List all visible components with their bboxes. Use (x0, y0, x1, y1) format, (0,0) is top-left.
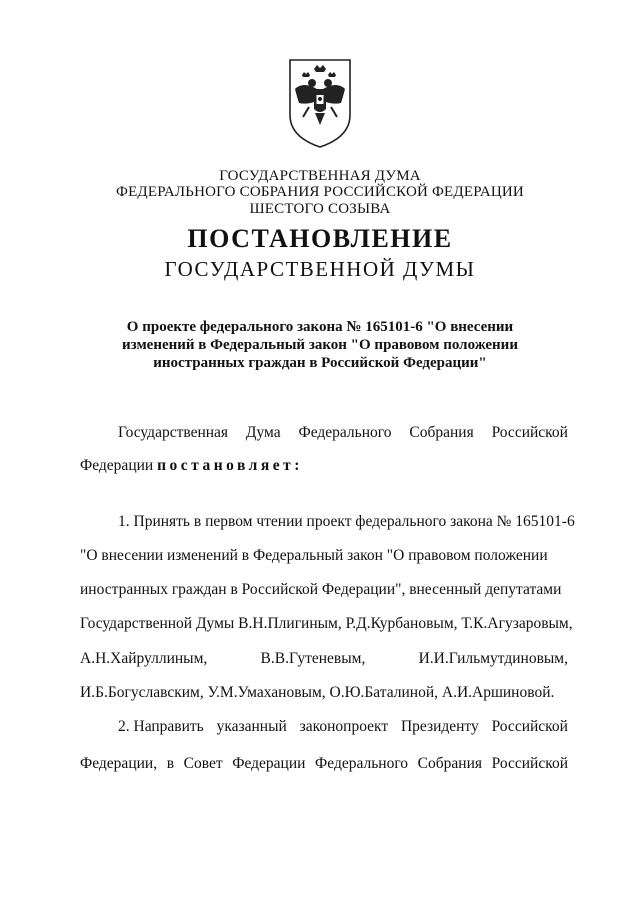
org-line-3: ШЕСТОГО СОЗЫВА (249, 201, 391, 217)
org-line-2: ФЕДЕРАЛЬНОГО СОБРАНИЯ РОССИЙСКОЙ ФЕДЕРАЦИИ (116, 184, 524, 200)
item2-word: указанный (216, 718, 287, 735)
subject-line-1: О проекте федерального закона № 165101-6 "О внесении (126, 319, 514, 335)
deputy-name: В.В.Гутеневым, (260, 650, 366, 667)
preamble-word: Государственная (118, 424, 229, 441)
document-title: ПОСТАНОВЛЕНИЕ (187, 224, 453, 253)
subject-line-3: иностранных граждан в Российской Федерации" (153, 355, 487, 371)
item1-line-4: Государственной Думы В.Н.Плигиным, Р.Д.Курбановым, Т.К.Агузаровым, (80, 615, 573, 632)
item2-line-1 (118, 718, 568, 736)
preamble-federation: Федерации (80, 457, 154, 474)
org-line-1: ГОСУДАРСТВЕННАЯ ДУМА (219, 168, 421, 184)
item2-word: Федерации (232, 755, 306, 772)
item2-word: Федерального (315, 755, 409, 772)
item2-word: 2. Направить (118, 718, 204, 735)
item2-word: Российской (491, 755, 568, 772)
preamble-word: Собрания (409, 424, 474, 441)
item2-word: Российской (491, 718, 568, 735)
item2-word: Президенту (400, 718, 479, 735)
preamble-resolves: постановляет: (157, 457, 303, 474)
item1-line-5 (80, 650, 568, 668)
item1-line-2: "О внесении изменений в Федеральный закон "О правовом положении (80, 547, 548, 564)
item2-word: в (166, 755, 175, 772)
deputy-name: И.И.Гильмутдиновым, (418, 650, 568, 667)
preamble-word: Дума (245, 424, 281, 441)
preamble-word: Российской (491, 424, 568, 441)
item1-line-6: И.Б.Богуславским, У.М.Умахановым, О.Ю.Баталиной, А.И.Аршиновой. (80, 684, 555, 701)
item1-line-1: 1. Принять в первом чтении проект федерального закона № 165101-6 (118, 513, 575, 530)
item2-word: Собрания (417, 755, 482, 772)
preamble-line-1 (118, 424, 568, 442)
item2-word: законопроект (299, 718, 389, 735)
deputy-name: А.Н.Хайруллиным, (80, 650, 208, 667)
russian-coat-of-arms-icon (287, 57, 353, 149)
document-subtitle: ГОСУДАРСТВЕННОЙ ДУМЫ (164, 257, 476, 281)
subject-line-2: изменений в Федеральный закон "О правовом положении (122, 337, 518, 353)
item2-line-2 (80, 755, 568, 773)
item2-word: Совет (183, 755, 223, 772)
preamble-word: Федерального (298, 424, 392, 441)
item1-line-3: иностранных граждан в Российской Федерации", внесенный депутатами (80, 581, 562, 598)
preamble-line-2 (80, 457, 568, 475)
item2-word: Федерации, (80, 755, 158, 772)
